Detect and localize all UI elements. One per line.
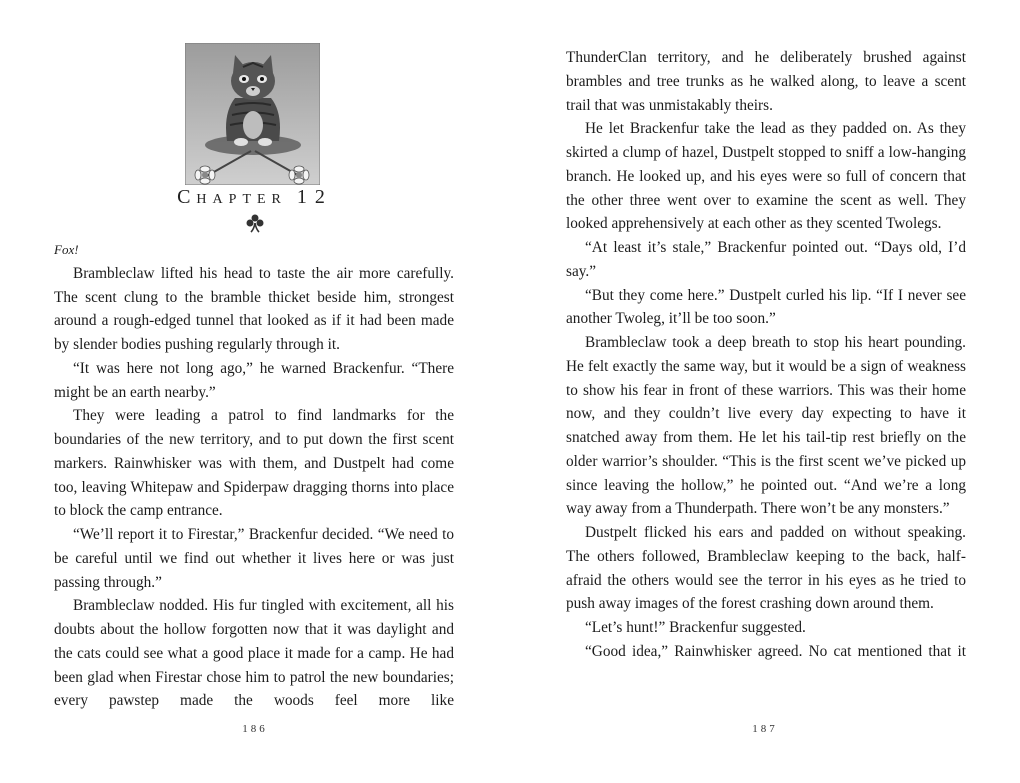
paragraph: “Good idea,” Rainwhisker agreed. No cat mentioned that it [585,642,966,660]
paragraph: Brambleclaw nodded. His fur tingled with excitement, all his doubts about the hollow forgotten now that it was daylight and the cats could see what a good place it made for a camp. He had been glad when Firestar chose him to patrol the new boundaries; every pawstep made the woods feel more like [54,597,454,710]
paragraph: Dustpelt flicked his ears and padded on without speaking. The others followed, Brambleclaw keeping to the back, half-afraid the others would see the terror in his eyes as he tried to push away images of the forest crashing down around them. [566,524,966,613]
left-body-text [54,238,454,713]
fleuron-ornament-icon [244,212,266,234]
chapter-word: Chapter [177,186,287,208]
paragraph: ThunderClan territory, and he deliberately brushed against brambles and tree trunks as he walked along, to leave a scent trail that was unmistakably theirs. [566,49,966,114]
paragraph: “At least it’s stale,” Brackenfur pointed out. “Days old, I’d say.” [566,239,966,280]
chapter-number: 12 [296,186,333,208]
cat-illustration [185,43,320,185]
right-page [510,0,1020,783]
paragraph: “Let’s hunt!” Brackenfur suggested. [585,619,806,636]
paragraph: He let Brackenfur take the lead as they padded on. As they skirted a clump of hazel, Dustpelt stopped to sniff a low-hanging branch. He looked up, and his eyes were so full of concern that the other three went over to examine the scent as well. They looked apprehensively at each other as they scented Twolegs. [566,120,966,233]
paragraph: “We’ll report it to Firestar,” Brackenfur decided. “We need to be careful until we find out whether it lives here or was just passing through.” [54,526,454,591]
right-body-text [566,46,966,664]
cat-icon [185,43,320,185]
chapter-heading [0,186,510,209]
page-number: 187 [752,723,778,735]
paragraph: They were leading a patrol to find landmarks for the boundaries of the new territory, and to put down the first scent markers. Rainwhisker was with them, and Dustpelt had come too, leaving Whitepaw and Spiderpaw dragging thorns into place to block the camp entrance. [54,407,454,520]
paragraph: Brambleclaw lifted his head to taste the air more carefully. The scent clung to the bramble thicket beside him, strongest around a rough-edged tunnel that looked as if it had been made by slender bodies pushing regularly through it. [54,264,454,353]
paragraph: “It was here not long ago,” he warned Brackenfur. “There might be an earth nearby.” [54,359,454,401]
opening-word: Fox! [54,242,79,257]
page-number: 186 [242,723,268,735]
paragraph: “But they come here.” Dustpelt curled his lip. “If I never see another Twoleg, it’ll be too soon.” [566,286,966,328]
paragraph: Brambleclaw took a deep breath to stop his heart pounding. He felt exactly the same way, but it would be a sign of weakness to show his fear in front of these warriors. This was their home now, and they couldn’t live every day expecting to have it snatched away from them. He let his tail-tip rest briefly on the older warrior’s shoulder. “This is the first scent we’ve picked up since leaving the hollow,” he pointed out. “And we’re a long way away from a Thunderpath. There won’t be any monsters.” [566,334,966,518]
